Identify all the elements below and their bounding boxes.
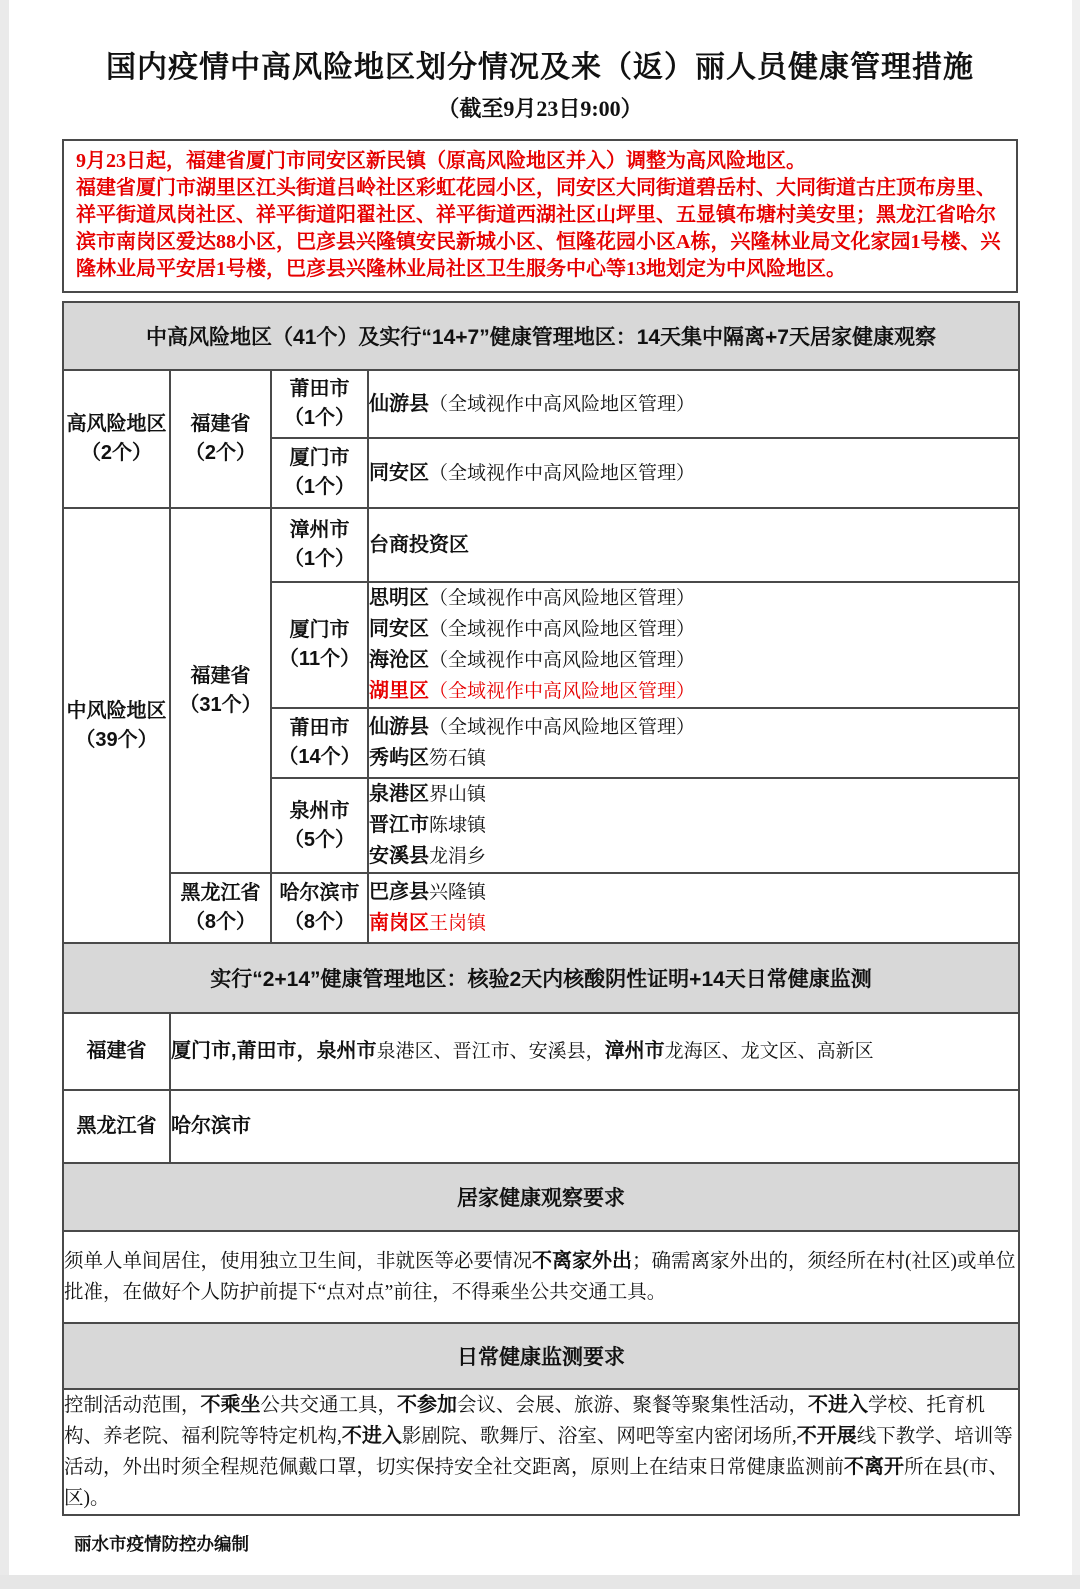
page-edge-right	[1072, 0, 1080, 1589]
page-edge-left	[0, 0, 9, 1589]
home-observation-text: 须单人单间居住，使用独立卫生间，非就医等必要情况不离家外出；确需离家外出的，须经所在村(社区)或单位批准，在做好个人防护前提下“点对点”前往，不得乘坐公共交通工具。	[63, 1231, 1019, 1323]
page-subtitle: （截至9月23日9:00）	[437, 96, 643, 121]
checkpoint-area-cell: 厦门市,莆田市，泉州市泉港区、晋江市、安溪县，漳州市龙海区、龙文区、高新区	[170, 1013, 1019, 1090]
city-label: 泉州市	[289, 799, 350, 822]
city-count: （5个）	[283, 828, 356, 851]
checkpoint-area-cell: 哈尔滨市	[170, 1090, 1019, 1163]
city-cell-xiamen-11	[271, 582, 368, 708]
city-cell-quanzhou-5	[271, 778, 368, 873]
risk-level-label: 中风险地区	[66, 699, 167, 722]
issuer-note: 丽水市疫情防控办编制	[74, 1534, 249, 1554]
city-label: 莆田市	[289, 378, 350, 400]
district-list-cell: 仙游县（全域视作中高风险地区管理） 秀屿区笏石镇	[368, 708, 1019, 778]
risk-level-cell-high	[63, 370, 170, 508]
city-count: （14个）	[278, 746, 361, 768]
page-title: 国内疫情中高风险地区划分情况及来（返）丽人员健康管理措施	[106, 51, 974, 84]
province-label: 黑龙江省	[180, 882, 261, 904]
city-count: （1个）	[283, 476, 356, 498]
district-list-cell: 巴彦县兴隆镇 南岗区王岗镇	[368, 873, 1019, 943]
city-cell-harbin-8	[271, 873, 368, 943]
city-label: 厦门市	[289, 619, 350, 641]
district-list-cell: 仙游县（全域视作中高风险地区管理）	[368, 370, 1019, 438]
notice-paragraph-2: 福建省厦门市湖里区江头街道吕岭社区彩虹花园小区，同安区大同街道碧岳村、大同街道古庄顶布房里、祥平街道凤岗社区、祥平街道阳翟社区、祥平街道西湖社区山坪里、五显镇布塘村美安里；黑龙江省哈尔滨市南岗区爱达88小区，巴彦县兴隆镇安民新城小区、恒隆花园小区A栋，兴隆林业局文化家园1号楼、兴隆林业局平安居1号楼，巴彦县兴隆林业局社区卫生服务中心等13地划定为中风险地区。	[76, 177, 1001, 280]
province-cell-heilongjiang-8	[170, 873, 271, 943]
city-count: （1个）	[283, 407, 356, 429]
city-label: 哈尔滨市	[279, 882, 360, 904]
district-list-cell: 思明区（全域视作中高风险地区管理） 同安区（全域视作中高风险地区管理） 海沧区（全域视作中高风险地区管理） 湖里区（全域视作中高风险地区管理）	[368, 582, 1019, 708]
province-cell-fujian-31	[170, 508, 271, 873]
city-label: 漳州市	[289, 519, 350, 541]
city-cell-putian-1	[271, 370, 368, 438]
province-count: （2个）	[184, 442, 257, 464]
risk-level-count: （2个）	[80, 442, 153, 464]
risk-level-cell-medium	[63, 508, 170, 943]
section-header-daily-monitoring: 日常健康监测要求	[63, 1323, 1019, 1389]
district-list-cell: 台商投资区	[368, 508, 1019, 582]
province-label: 福建省	[190, 413, 251, 435]
city-count: （8个）	[283, 911, 356, 933]
city-label: 莆田市	[289, 717, 350, 739]
district-list-cell: 泉港区界山镇 晋江市陈埭镇 安溪县龙涓乡	[368, 778, 1019, 873]
province-label: 福建省	[190, 664, 251, 687]
city-cell-zhangzhou-1	[271, 508, 368, 582]
notice-box	[62, 139, 1018, 293]
document-page	[62, 0, 1018, 1556]
city-cell-putian-14	[271, 708, 368, 778]
province-count: （31个）	[179, 693, 262, 716]
section-header-2-14: 实行“2+14”健康管理地区：核验2天内核酸阴性证明+14天日常健康监测	[63, 943, 1019, 1013]
city-label: 厦门市	[289, 447, 350, 469]
city-count: （11个）	[278, 648, 361, 670]
province-cell-fujian-checkpoint: 福建省	[63, 1013, 170, 1090]
notice-paragraph-1: 9月23日起，福建省厦门市同安区新民镇（原高风险地区并入）调整为高风险地区。	[76, 150, 806, 172]
risk-area-table	[62, 301, 1020, 1516]
risk-level-label: 高风险地区	[66, 413, 167, 435]
city-cell-xiamen-1	[271, 438, 368, 508]
page-edge-bottom	[0, 1575, 1080, 1589]
province-cell-fujian-2	[170, 370, 271, 508]
section-header-home-observation: 居家健康观察要求	[63, 1163, 1019, 1231]
district-list-cell: 同安区（全域视作中高风险地区管理）	[368, 438, 1019, 508]
city-count: （1个）	[283, 548, 356, 570]
province-cell-heilongjiang-checkpoint: 黑龙江省	[63, 1090, 170, 1163]
risk-level-count: （39个）	[75, 728, 158, 751]
province-count: （8个）	[184, 911, 257, 933]
section-header-14-7: 中高风险地区（41个）及实行“14+7”健康管理地区：14天集中隔离+7天居家健康观察	[63, 302, 1019, 370]
daily-monitoring-text: 控制活动范围，不乘坐公共交通工具，不参加会议、会展、旅游、聚餐等聚集性活动，不进入学校、托育机构、养老院、福利院等特定机构,不进入影剧院、歌舞厅、浴室、网吧等室内密闭场所,不开展线下教学、培训等活动，外出时须全程规范佩戴口罩，切实保持安全社交距离，原则上在结束日常健康监测前不离开所在县(市、区)。	[63, 1389, 1019, 1515]
